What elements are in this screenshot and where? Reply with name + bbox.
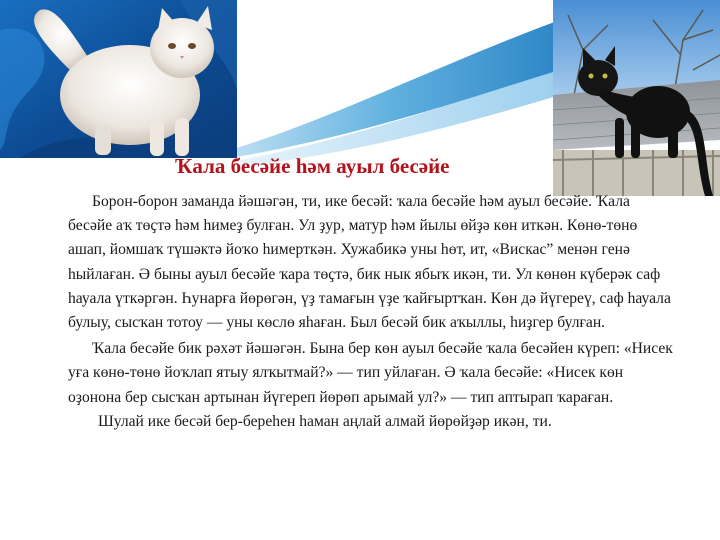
story-title: Ҡала бесәйе һәм ауыл бесәйе (175, 154, 450, 178)
white-cat-image (0, 0, 237, 158)
story-paragraph-2: Ҡала бесәйе бик рәхәт йәшәгән. Бына бер көн ауыл бесәйе ҡала бесәйен күреп: «Нисек уға көнө-төнө йоҡлап ятыу ялҡытмай?» — тип уйлаған. Ә ҡала бесәйе: «Нисек көн оҙонона бер сысҡан артынан йүгереп йөрөп арымай ул?» — тип аптырап ҡараған. (68, 340, 673, 406)
white-cat-photo (0, 0, 237, 158)
black-cat-image (553, 0, 720, 196)
story-body (68, 190, 673, 434)
story-paragraph-1: Борон-борон заманда йәшәгән, ти, ике бесәй: ҡала бесәйе һәм ауыл бесәйе. Ҡала бесәйе аҡ төҫтә һәм һимеҙ булған. Ул ҙур, матур һәм йылы өйҙә көн иткән. Көнө-төнө ашап, йомшаҡ түшәктә йоҡо һимерткән. Хужабикә уны һөт, ит, «Вискас” менән генә һыйлаған. Ә быны ауыл бесәйе ҡара төҫтә, бик нык ябыҡ икән, ти. Ул көнөн күберәк саф һауала үткәргән. Һунарға йөрөгән, үҙ тамағын үҙе ҡайғыртҡан. Көн дә йүгереү, саф һауала булыу, сысҡан тотоу — уны көслө яһаған. Был бесәй бик аҡыллы, һиҙгер булған. (68, 193, 671, 332)
story-paragraph-3: Шулай ике бесәй бер-береһен һаман аңлай алмай йөрөйҙәр икән, ти. (98, 412, 552, 430)
black-cat-photo (553, 0, 720, 196)
